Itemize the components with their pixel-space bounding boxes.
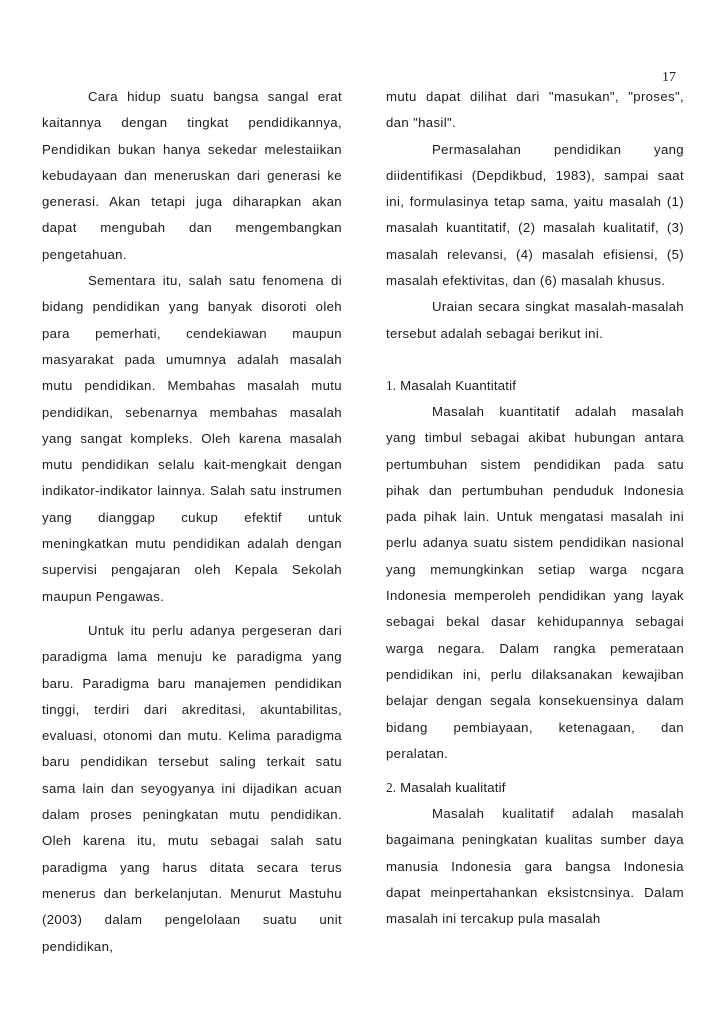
- section-heading: [386, 775, 684, 801]
- section-heading: [386, 373, 684, 399]
- paragraph: mutu dapat dilihat dari "masukan", "proses", dan "hasil".: [386, 89, 684, 131]
- paragraph: Masalah kualitatif adalah masalah bagaimana peningkatan kualitas sumber daya manusia Indonesia gara bangsa Indonesia dapat meinpertahankan eksistcnsinya. Dalam masalah ini tercakup pula masalah: [386, 806, 684, 927]
- paragraph: Untuk itu perlu adanya pergeseran dari paradigma lama menuju ke paradigma yang baru. Paradigma baru manajemen pendidikan tinggi, terdiri dari akreditasi, akuntabilitas, evaluasi, otonomi dan mutu. Kelima paradigma baru pendidikan tersebut saling terkait satu sama lain dan seyogyanya ini dijadikan acuan dalam proses peningkatan mutu pendidikan. Oleh karena itu, mutu sebagai salah satu paradigma yang harus ditata secara terus menerus dan berkelanjutan. Menurut Mastuhu (2003) dalam pengelolaan suatu unit pendidikan,: [42, 622, 342, 954]
- paragraph: Cara hidup suatu bangsa sangal erat kaitannya dengan tingkat pendidikannya, Pendidikan bukan hanya sekedar melestaiikan kebudayaan dan meneruskan dari generasi ke generasi. Akan tetapi juga diharapkan akan dapat mengubah dan mengembangkan pengetahuan.: [42, 89, 342, 262]
- paragraph: Sementara itu, salah satu fenomena di bidang pendidikan yang banyak disoroti oleh para pemerhati, cendekiawan maupun masyarakat pada umumnya adalah masalah mutu pendidikan. Membahas masalah mutu pendidikan, sebenarnya membahas masalah yang sangat kompleks. Oleh karena masalah mutu pendidikan selalu kait-mengkait dengan indikator-indikator lainnya. Salah satu instrumen yang dianggap cukup efektif untuk meningkatkan mutu pendidikan adalah dengan supervisi pengajaran oleh Kepala Sekolah maupun Pengawas.: [42, 273, 342, 604]
- section-title: Masalah Kuantitatif: [400, 377, 517, 393]
- section-number: 1.: [386, 377, 397, 393]
- paragraph: Masalah kuantitatif adalah masalah yang timbul sebagai akibat hubungan antara pertumbuhan sistem pendidikan pada satu pihak dan pertumbuhan penduduk Indonesia pada pihak lain. Untuk mengatasi masalah ini perlu adanya suatu sistem pendidikan nasional yang memungkinkan setiap warga ncgara Indonesia memperoleh pendidikan yang layak sebagai bekal dasar kehidupannya sebagai warga negara. Dalam rangka pemerataan pendidikan ini, perlu dilaksanakan kewajiban belajar dengan segala konsekuensinya dalam bidang pembiayaan, ketenagaan, dan peralatan.: [386, 403, 684, 761]
- page-number: 17: [662, 70, 676, 85]
- section-title: Masalah kualitatif: [400, 780, 506, 796]
- section-number: 2.: [386, 780, 397, 796]
- paragraph: Uraian secara singkat masalah-masalah tersebut adalah sebagai berikut ini.: [386, 299, 684, 341]
- right-column: [386, 84, 684, 933]
- left-column: [42, 84, 342, 960]
- paragraph: Permasalahan pendidikan yang diidentifikasi (Depdikbud, 1983), sampai saat ini, formulasinya tetap sama, yaitu masalah (1) masalah kuantitatif, (2) masalah kualitatif, (3) masalah relevansi, (4) masalah efisiensi, (5) masalah efektivitas, dan (6) masalah khusus.: [386, 141, 684, 289]
